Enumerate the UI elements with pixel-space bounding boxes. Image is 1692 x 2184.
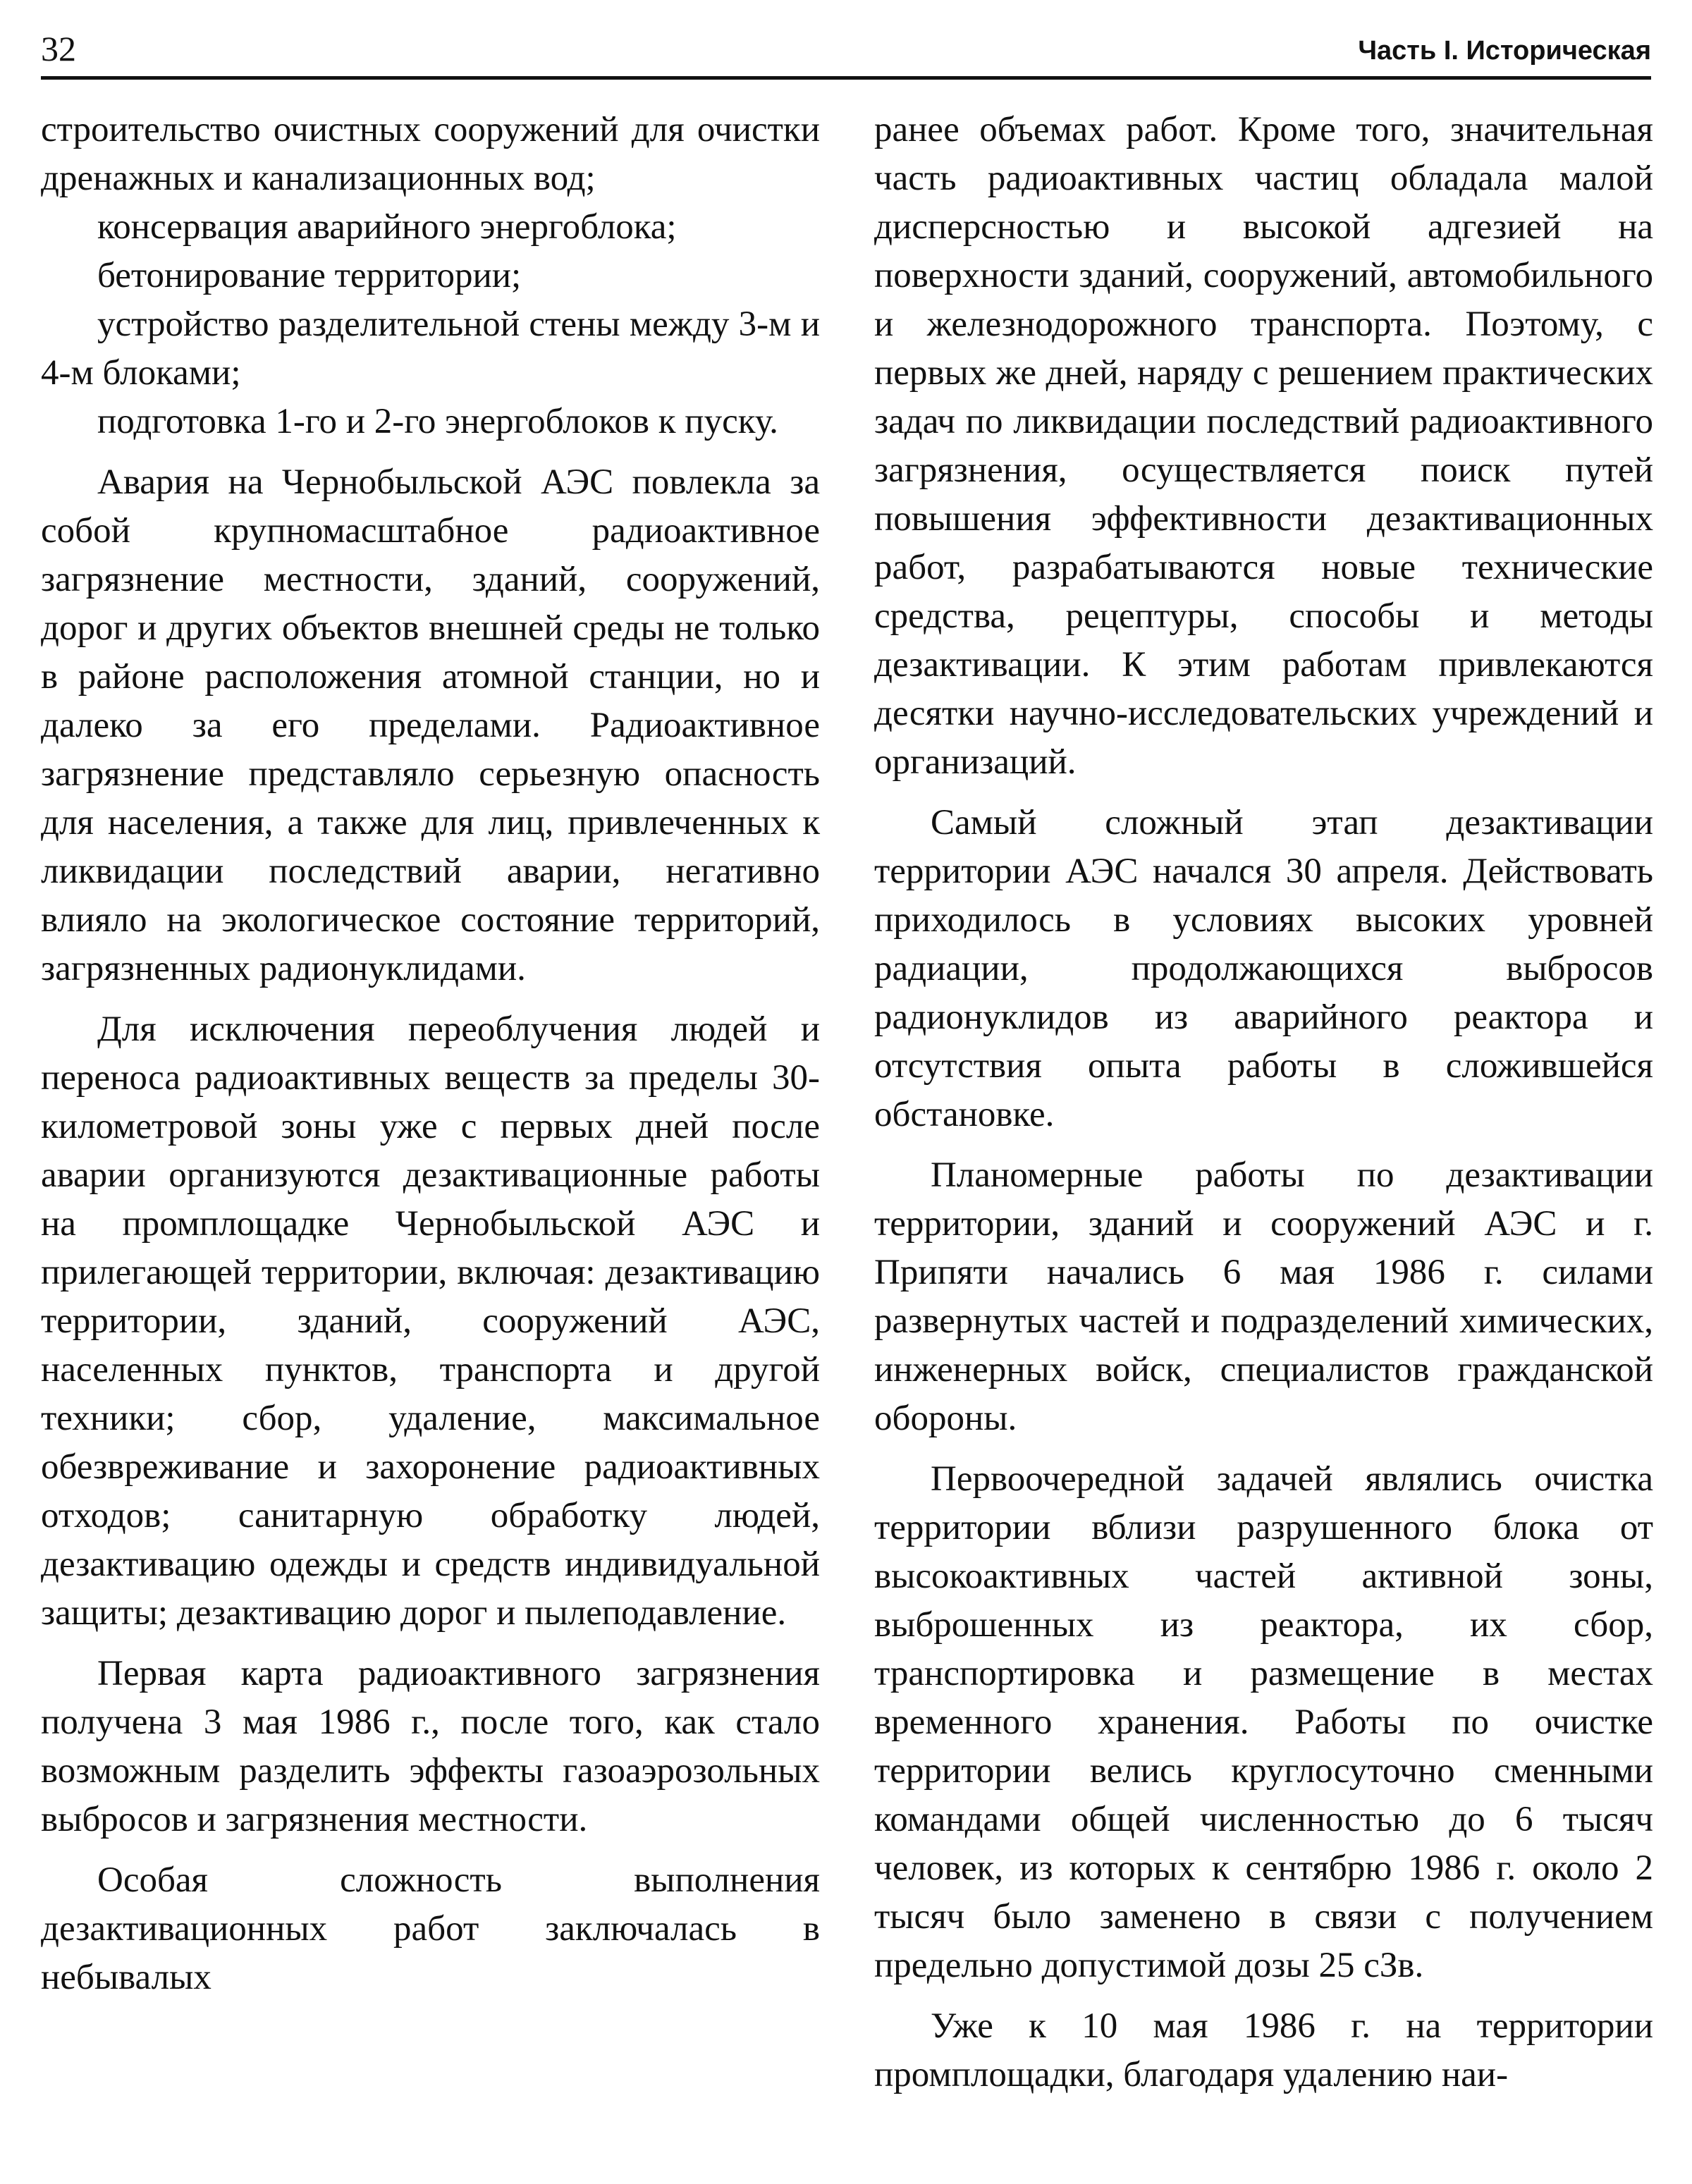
list-item-startup: подготовка 1-го и 2-го энергоблоков к пуску. xyxy=(97,402,778,441)
paragraph-hardest-stage: Самый сложный этап дезактивации территории АЭС начался 30 апреля. Действовать приходилось в условиях высоких уровней радиации, продолжающихся выбросов радионуклидов из аварийного реактора и отсутствия опыта работы в сложившейся обстановке. xyxy=(874,803,1653,1134)
paragraph-first-map: Первая карта радиоактивного загрязнения получена 3 мая 1986 г., после того, как стало возможным разделить эффекты газоаэрозольных выбросов и загрязнения местности. xyxy=(41,1654,820,1839)
paragraph-planned-works: Планомерные работы по дезактивации территории, зданий и сооружений АЭС и г. Припяти начались 6 мая 1986 г. силами развернутых частей и подразделений химических, инженерных войск, специалистов гражданской обороны. xyxy=(874,1155,1653,1438)
paragraph-complexity: Особая сложность выполнения дезактивационных работ заключалась в небывалых xyxy=(41,1860,820,1997)
right-column xyxy=(874,106,1653,2099)
paragraph-may-10: Уже к 10 мая 1986 г. на территории промплощадки, благодаря удалению наи- xyxy=(874,2006,1653,2094)
paragraph-decontamination: Для исключения переоблучения людей и переноса радиоактивных веществ за пределы 30-километровой зоны уже с первых дней после аварии организуются дезактивационные работы на промплощадке Чернобыльской АЭС и прилегающей территории, включая: дезактивацию территории, зданий, сооружений АЭС, населенных пунктов, транспорта и другой техники; сбор, удаление, максимальное обезвреживание и захоронение радиоактивных отходов; санитарную обработку людей, дезактивацию одежды и средств индивидуальной защиты; дезактивацию дорог и пылеподавление. xyxy=(41,1010,820,1633)
paragraph-continuation: ранее объемах работ. Кроме того, значительная часть радиоактивных частиц обладала малой дисперсностью и высокой адгезией на поверхности зданий, сооружений, автомобильного и железнодорожного транспорта. Поэтому, с первых же дней, наряду с решением практических задач по ликвидации последствий радиоактивного загрязнения, осуществляется поиск путей повышения эффективности дезактивационных работ, разрабатываются новые технические средства, рецептуры, способы и методы дезактивации. К этим работам привлекаются десятки научно-исследовательских учреждений и организаций. xyxy=(874,110,1653,782)
left-column xyxy=(41,106,820,2002)
list-item-wall: устройство разделительной стены между 3-м и 4-м блоками; xyxy=(41,305,820,393)
list-item-concreting: бетонирование территории; xyxy=(97,256,522,295)
paragraph-accident: Авария на Чернобыльской АЭС повлекла за собой крупномасштабное радиоактивное загрязнение местности, зданий, сооружений, дорог и других объектов внешней среды не только в районе расположения атомной станции, но и далеко за его пределами. Радиоактивное загрязнение представляло серьезную опасность для населения, а также для лиц, привлеченных к ликвидации последствий аварии, негативно влияло на экологическое состояние территорий, загрязненных радионуклидами. xyxy=(41,462,820,988)
running-header xyxy=(41,25,1651,80)
page-number: 32 xyxy=(41,29,76,68)
paragraph-priority-task: Первоочередной задачей являлись очистка территории вблизи разрушенного блока от высокоактивных частей активной зоны, выброшенных из реактора, их сбор, транспортировка и размещение в местах временного хранения. Работы по очистке территории велись круглосуточно сменными командами общей численностью до 6 тысяч человек, из которых к сентябрю 1986 г. около 2 тысяч было заменено в связи с получением предельно допустимой дозы 25 сЗв. xyxy=(874,1459,1653,1985)
section-title: Часть I. Историческая xyxy=(1358,36,1651,66)
list-item-sewage: строительство очистных сооружений для очистки дренажных и канализационных вод; xyxy=(41,110,820,198)
list-item-conservation: консервация аварийного энергоблока; xyxy=(97,207,677,247)
